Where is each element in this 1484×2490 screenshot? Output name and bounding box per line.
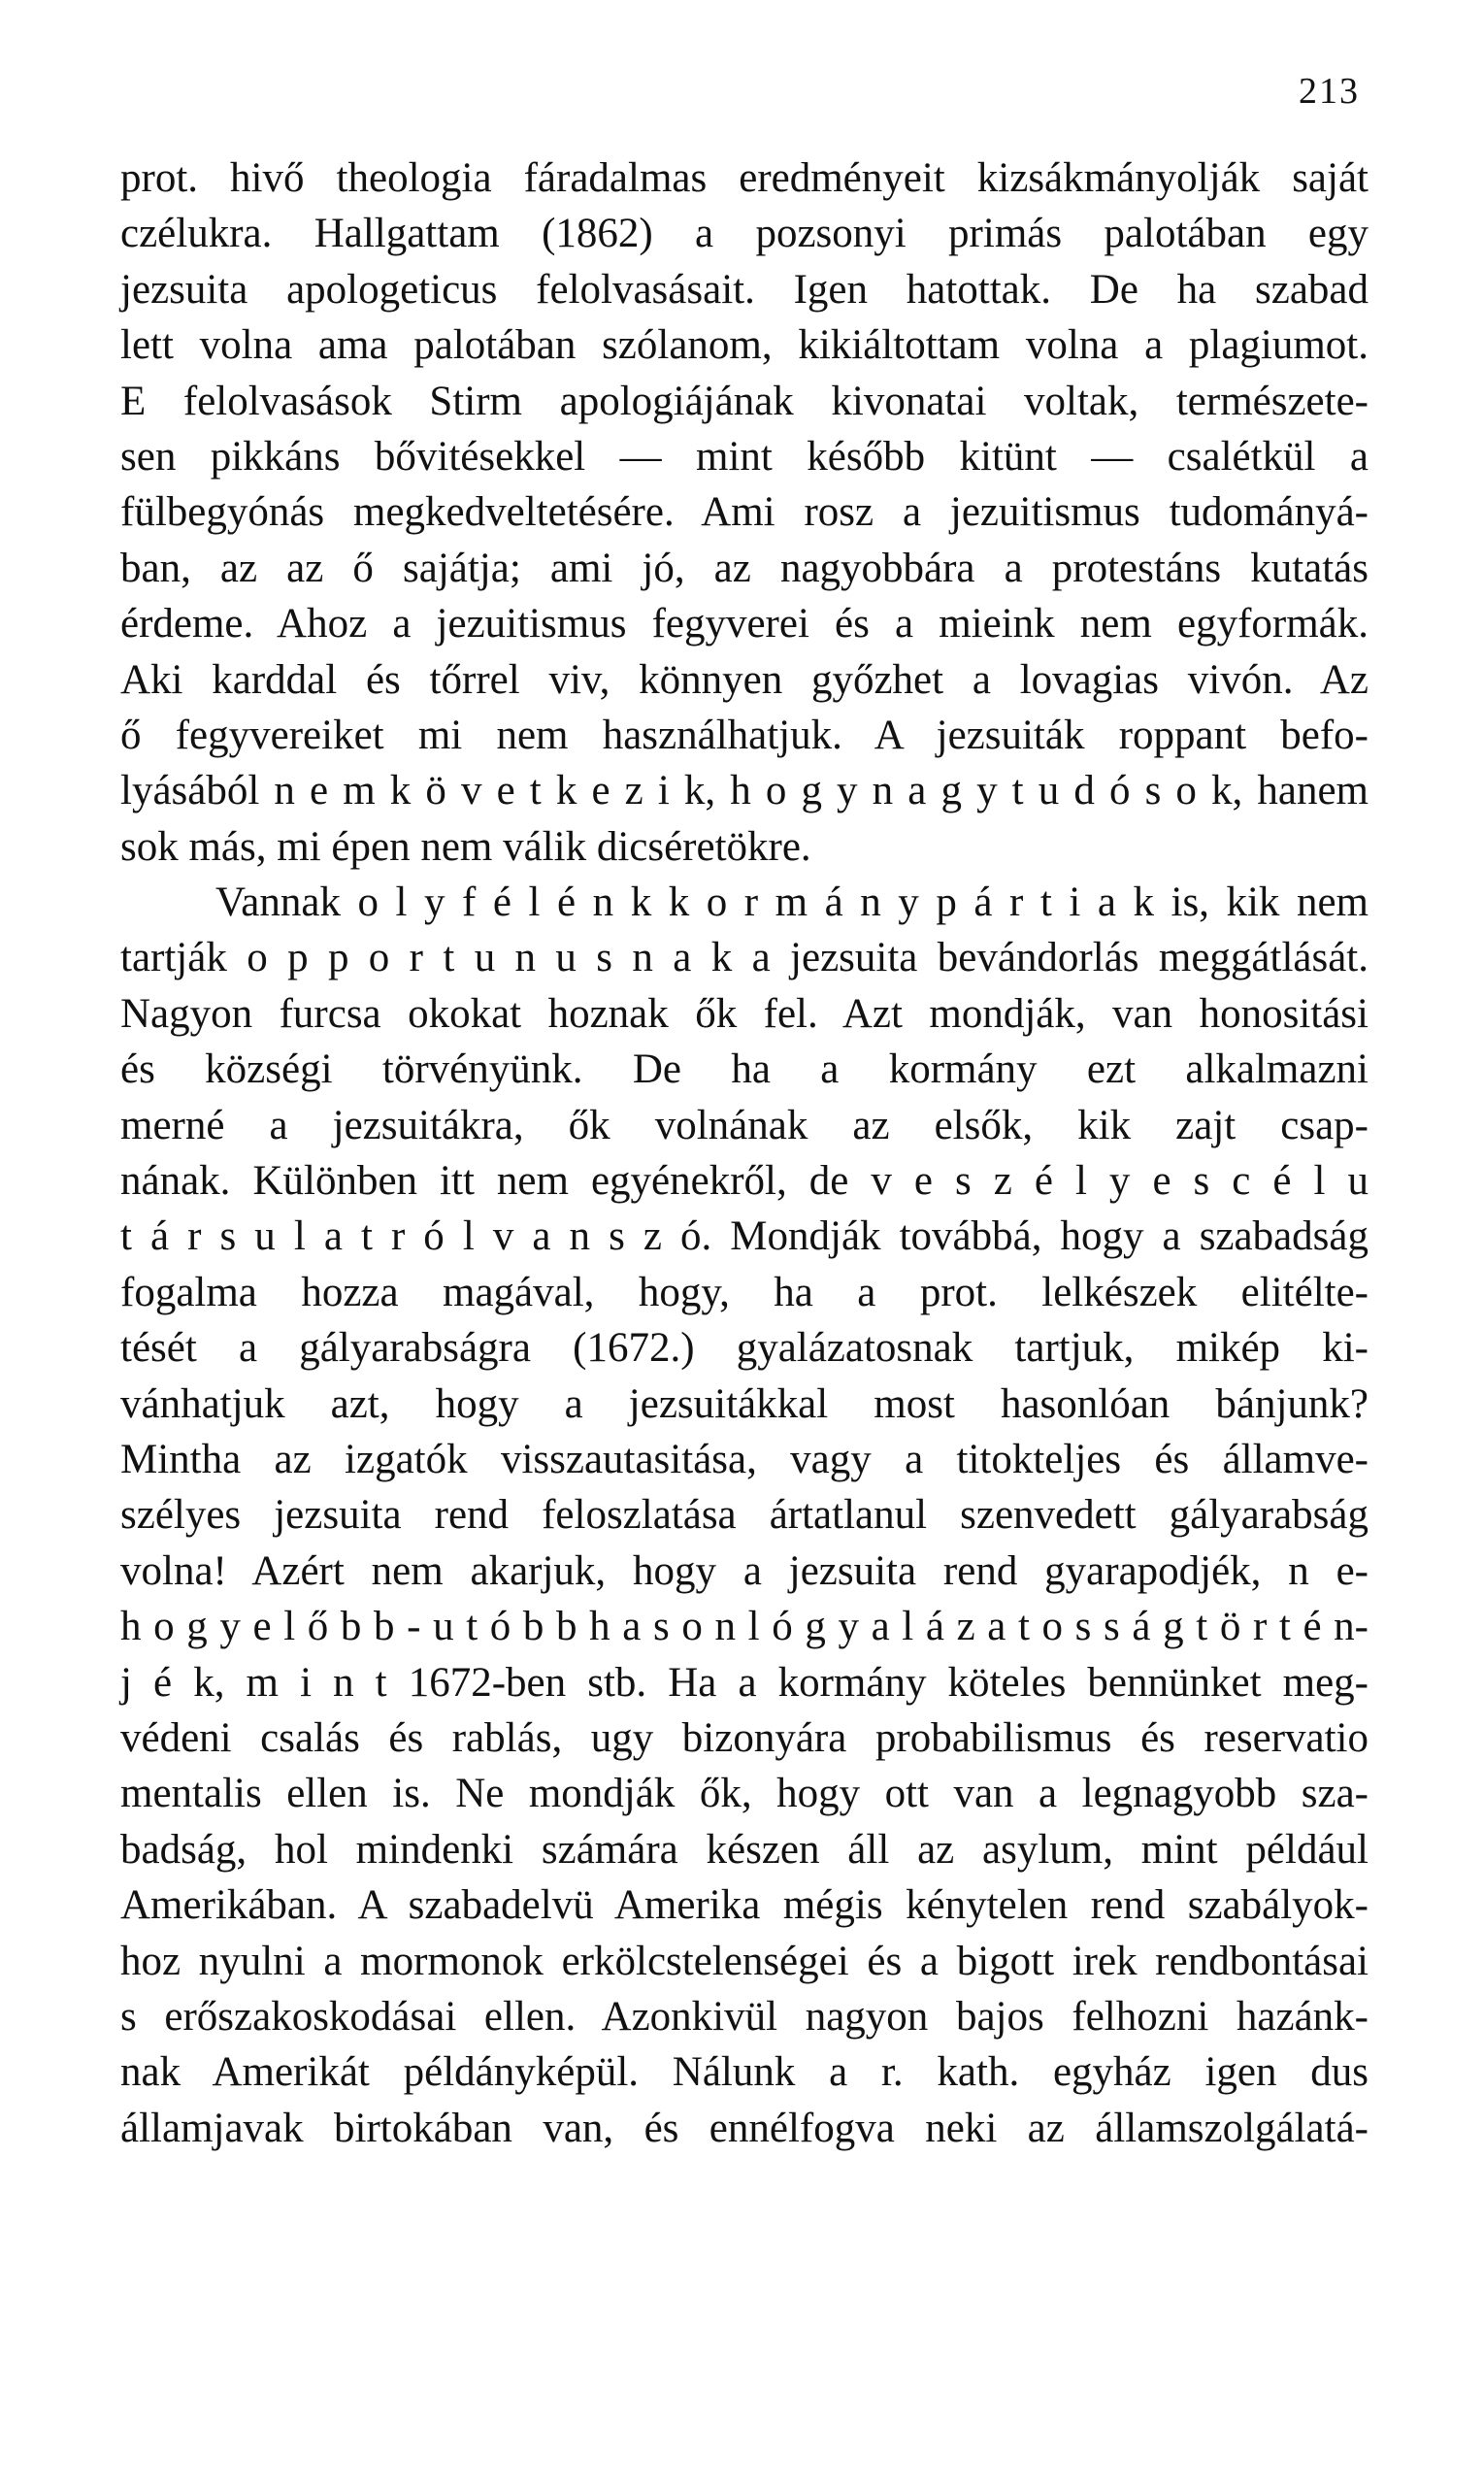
text-line: szélyes jezsuita rend feloszlatása ártatlanul szenvedett gályarabság [120,1492,1369,1539]
text-line: Amerikában. A szabadelvü Amerika mégis kénytelen rend szabályok- [120,1882,1369,1929]
text-line: volna! Azért nem akarjuk, hogy a jezsuita rend gyarapodjék, n e- [120,1547,1369,1594]
text-line: mentalis ellen is. Ne mondják ők, hogy ott van a legnagyobb sza- [120,1771,1369,1817]
text-line: sok más, mi épen nem válik dicséretökre. [120,823,811,870]
text-line: j é k, m i n t 1672-ben stb. Ha a kormány köteles bennünket meg- [120,1659,1369,1706]
text-line: Mintha az izgatók visszautasitása, vagy a titokteljes és államve- [120,1436,1369,1482]
text-line: t á r s u l a t r ó l v a n s z ó. Mondják továbbá, hogy a szabadság [120,1213,1369,1260]
text-line: badság, hol mindenki számára készen áll az asylum, mint például [120,1826,1369,1873]
text-line: nának. Különben itt nem egyénekről, de v e s z é l y e s c é l u [120,1158,1369,1205]
text-line: védeni csalás és rablás, ugy bizonyára probabilismus és reservatio [120,1714,1369,1761]
paragraph-start-line: Vannak o l y f é l é n k k o r m á n y p á r t i a k is, kik nem [215,880,1369,926]
text-line: vánhatjuk azt, hogy a jezsuitákkal most hasonlóan bánjunk? [120,1380,1369,1427]
text-line: érdeme. Ahoz a jezuitismus fegyverei és a mieink nem egyformák. [120,601,1369,647]
page-number: 213 [1299,71,1360,112]
text-line: E felolvasások Stirm apologiájának kivonatai voltak, természete- [120,378,1369,424]
text-line: fogalma hozza magával, hogy, ha a prot. lelkészek elitélte- [120,1269,1369,1315]
text-line: lyásából n e m k ö v e t k e z i k, h o g y n a g y t u d ó s o k, hanem [120,768,1369,814]
text-line: hoz nyulni a mormonok erkölcstelenségei és a bigott irek rendbontásai [120,1938,1369,1984]
text-line: ő fegyvereiket mi nem használhatjuk. A jezsuiták roppant befo- [120,712,1369,758]
text-line: lett volna ama palotában szólanom, kikiáltottam volna a plagiumot. [120,322,1369,369]
text-line: czélukra. Hallgattam (1862) a pozsonyi primás palotában egy [120,211,1369,257]
text-line: tését a gályarabságra (1672.) gyalázatosnak tartjuk, mikép ki- [120,1325,1369,1372]
text-line: s erőszakoskodásai ellen. Azonkivül nagyon bajos felhozni hazánk- [120,1993,1369,2040]
text-line: merné a jezsuitákra, ők volnának az elsők, kik zajt csap- [120,1102,1369,1148]
text-line: fülbegyónás megkedveltetésére. Ami rosz a jezuitismus tudományá- [120,489,1369,536]
text-line: államjavak birtokában van, és ennélfogva neki az államszolgálatá- [120,2105,1369,2151]
text-line: tartják o p p o r t u n u s n a k a jezsuita bevándorlás meggátlását. [120,935,1369,981]
body-text [120,150,1369,2156]
text-line: Aki karddal és tőrrel viv, könnyen győzhet a lovagias vivón. Az [120,656,1369,703]
text-line: és községi törvényünk. De ha a kormány ezt alkalmazni [120,1046,1369,1093]
text-line: Nagyon furcsa okokat hoznak ők fel. Azt mondják, van honositási [120,990,1369,1037]
text-line: prot. hivő theologia fáradalmas eredményeit kizsákmányolják saját [120,155,1369,201]
text-line: jezsuita apologeticus felolvasásait. Igen hatottak. De ha szabad [120,266,1369,313]
text-line: h o g y e l ő b b - u t ó b b h a s o n l ó g y a l á z a t o s s á g t ö r t é n- [120,1604,1369,1650]
text-line: nak Amerikát példányképül. Nálunk a r. kath. egyház igen dus [120,2049,1369,2096]
text-line: sen pikkáns bővitésekkel — mint később kitünt — csalétkül a [120,433,1369,480]
text-line: ban, az az ő sajátja; ami jó, az nagyobbára a protestáns kutatás [120,545,1369,591]
